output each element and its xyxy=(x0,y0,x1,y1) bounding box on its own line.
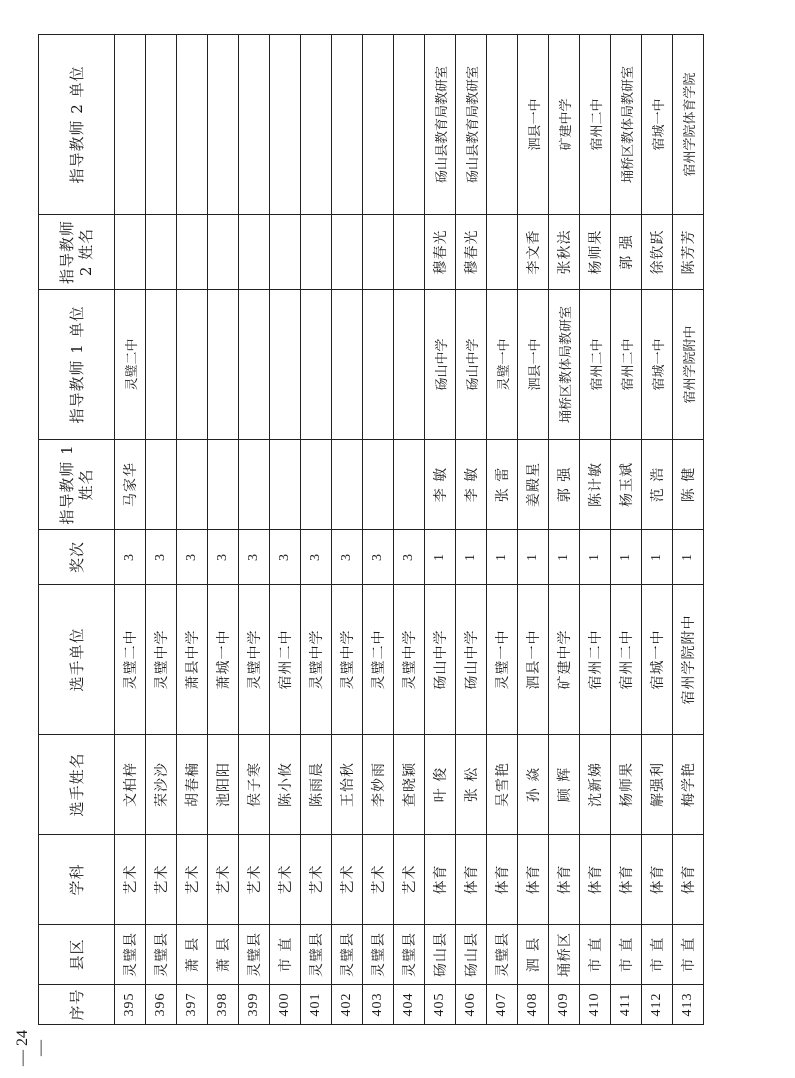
cell-teacher1-name xyxy=(146,440,177,530)
cell-county: 市 直 xyxy=(673,925,704,985)
cell-county: 萧 县 xyxy=(208,925,239,985)
cell-county: 灵璧县 xyxy=(239,925,270,985)
header-row xyxy=(39,35,115,1025)
cell-unit: 灵璧二中 xyxy=(115,585,146,735)
cell-teacher1-unit: 泗县一中 xyxy=(518,290,549,440)
table-row xyxy=(208,35,239,1025)
cell-award: 1 xyxy=(518,530,549,585)
cell-award: 1 xyxy=(456,530,487,585)
cell-teacher1-name: 张 雷 xyxy=(487,440,518,530)
cell-name: 杨师果 xyxy=(611,735,642,835)
cell-teacher2-name: 穆春光 xyxy=(456,215,487,290)
cell-name: 张 松 xyxy=(456,735,487,835)
cell-seq: 407 xyxy=(487,985,518,1025)
cell-seq: 411 xyxy=(611,985,642,1025)
table-row xyxy=(673,35,704,1025)
cell-teacher2-name: 徐钦跃 xyxy=(642,215,673,290)
cell-unit: 灵璧二中 xyxy=(363,585,394,735)
cell-subject: 体育 xyxy=(456,835,487,925)
cell-teacher2-unit xyxy=(301,35,332,215)
cell-subject: 艺术 xyxy=(115,835,146,925)
cell-teacher2-name xyxy=(394,215,425,290)
cell-award: 3 xyxy=(301,530,332,585)
cell-teacher1-unit xyxy=(332,290,363,440)
page-number-text: — 24 — xyxy=(14,1030,49,1066)
cell-teacher2-name: 陈芳芳 xyxy=(673,215,704,290)
cell-name: 孙 焱 xyxy=(518,735,549,835)
cell-name: 荣沙沙 xyxy=(146,735,177,835)
cell-teacher1-name: 郭 强 xyxy=(549,440,580,530)
cell-county: 萧 县 xyxy=(177,925,208,985)
cell-teacher1-name xyxy=(239,440,270,530)
cell-teacher1-name: 马家华 xyxy=(115,440,146,530)
cell-unit: 灵璧中学 xyxy=(332,585,363,735)
cell-teacher2-name: 张秋法 xyxy=(549,215,580,290)
cell-county: 灵璧县 xyxy=(332,925,363,985)
cell-teacher2-unit: 宿城一中 xyxy=(642,35,673,215)
cell-teacher1-name: 杨玉斌 xyxy=(611,440,642,530)
cell-teacher1-name: 陈 健 xyxy=(673,440,704,530)
cell-subject: 艺术 xyxy=(394,835,425,925)
cell-name: 查晓颖 xyxy=(394,735,425,835)
cell-seq: 413 xyxy=(673,985,704,1025)
cell-subject: 体育 xyxy=(580,835,611,925)
table-row xyxy=(270,35,301,1025)
cell-teacher1-name: 李 敏 xyxy=(456,440,487,530)
cell-seq: 398 xyxy=(208,985,239,1025)
cell-award: 3 xyxy=(239,530,270,585)
cell-unit: 砀山中学 xyxy=(456,585,487,735)
cell-teacher1-unit xyxy=(239,290,270,440)
cell-teacher2-name xyxy=(239,215,270,290)
cell-teacher1-unit xyxy=(146,290,177,440)
cell-unit: 宿州二中 xyxy=(580,585,611,735)
cell-teacher2-unit xyxy=(208,35,239,215)
cell-county: 灵璧县 xyxy=(363,925,394,985)
cell-county: 市 直 xyxy=(611,925,642,985)
cell-seq: 409 xyxy=(549,985,580,1025)
cell-unit: 宿州学院附中 xyxy=(673,585,704,735)
cell-name: 吴雪艳 xyxy=(487,735,518,835)
cell-teacher2-name xyxy=(363,215,394,290)
table-row xyxy=(611,35,642,1025)
cell-name: 胡春楠 xyxy=(177,735,208,835)
cell-county: 市 直 xyxy=(642,925,673,985)
cell-teacher2-name: 穆春光 xyxy=(425,215,456,290)
cell-teacher1-unit xyxy=(208,290,239,440)
cell-seq: 408 xyxy=(518,985,549,1025)
table-row xyxy=(394,35,425,1025)
rotated-table-container xyxy=(38,35,713,1025)
cell-teacher1-unit xyxy=(394,290,425,440)
cell-teacher1-name: 李 敏 xyxy=(425,440,456,530)
cell-county: 市 直 xyxy=(580,925,611,985)
header-teacher1-unit: 指导教师 1 单位 xyxy=(39,290,115,440)
cell-teacher1-unit: 宿州二中 xyxy=(611,290,642,440)
cell-teacher1-unit: 宿州学院附中 xyxy=(673,290,704,440)
cell-subject: 艺术 xyxy=(208,835,239,925)
cell-teacher2-name xyxy=(208,215,239,290)
cell-teacher1-unit: 灵璧二中 xyxy=(115,290,146,440)
cell-unit: 灵璧中学 xyxy=(301,585,332,735)
cell-seq: 395 xyxy=(115,985,146,1025)
table-row xyxy=(425,35,456,1025)
cell-teacher1-unit: 砀山中学 xyxy=(425,290,456,440)
cell-unit: 灵璧中学 xyxy=(394,585,425,735)
cell-teacher1-unit xyxy=(270,290,301,440)
cell-teacher1-name xyxy=(270,440,301,530)
cell-teacher2-unit xyxy=(146,35,177,215)
cell-name: 文柏梓 xyxy=(115,735,146,835)
cell-subject: 艺术 xyxy=(239,835,270,925)
cell-teacher2-name xyxy=(115,215,146,290)
cell-name: 池阳阳 xyxy=(208,735,239,835)
table-row xyxy=(146,35,177,1025)
cell-award: 1 xyxy=(549,530,580,585)
cell-name: 解强利 xyxy=(642,735,673,835)
cell-name: 沈新娣 xyxy=(580,735,611,835)
cell-unit: 灵璧中学 xyxy=(146,585,177,735)
cell-unit: 灵璧中学 xyxy=(239,585,270,735)
cell-teacher1-name: 姜殿星 xyxy=(518,440,549,530)
cell-subject: 艺术 xyxy=(146,835,177,925)
cell-award: 3 xyxy=(270,530,301,585)
cell-award: 1 xyxy=(580,530,611,585)
table-row xyxy=(332,35,363,1025)
cell-award: 1 xyxy=(642,530,673,585)
cell-award: 3 xyxy=(363,530,394,585)
cell-unit: 宿城一中 xyxy=(642,585,673,735)
cell-county: 灵璧县 xyxy=(301,925,332,985)
cell-county: 砀山县 xyxy=(456,925,487,985)
cell-teacher2-unit: 埇桥区教体局教研室 xyxy=(611,35,642,215)
cell-county: 砀山县 xyxy=(425,925,456,985)
cell-teacher2-unit xyxy=(363,35,394,215)
cell-teacher2-name: 杨师果 xyxy=(580,215,611,290)
cell-teacher1-unit: 灵璧一中 xyxy=(487,290,518,440)
table-body xyxy=(115,35,704,1025)
cell-subject: 艺术 xyxy=(332,835,363,925)
cell-subject: 艺术 xyxy=(363,835,394,925)
header-seq: 序号 xyxy=(39,985,115,1025)
cell-subject: 体育 xyxy=(549,835,580,925)
cell-county: 埇桥区 xyxy=(549,925,580,985)
cell-award: 3 xyxy=(394,530,425,585)
cell-teacher2-unit xyxy=(115,35,146,215)
header-subject: 学科 xyxy=(39,835,115,925)
cell-unit: 萧县中学 xyxy=(177,585,208,735)
cell-name: 李妙雨 xyxy=(363,735,394,835)
cell-seq: 404 xyxy=(394,985,425,1025)
cell-unit: 矿建中学 xyxy=(549,585,580,735)
cell-subject: 体育 xyxy=(518,835,549,925)
cell-teacher1-name: 陈计敏 xyxy=(580,440,611,530)
header-teacher2-unit: 指导教师 2 单位 xyxy=(39,35,115,215)
table-row xyxy=(239,35,270,1025)
cell-teacher2-name xyxy=(177,215,208,290)
table-row xyxy=(518,35,549,1025)
cell-award: 1 xyxy=(425,530,456,585)
cell-teacher2-unit xyxy=(332,35,363,215)
cell-teacher2-unit: 砀山县教育局教研室 xyxy=(425,35,456,215)
cell-teacher2-name xyxy=(301,215,332,290)
cell-teacher1-unit: 砀山中学 xyxy=(456,290,487,440)
cell-name: 梅学艳 xyxy=(673,735,704,835)
cell-award: 3 xyxy=(332,530,363,585)
cell-teacher2-unit xyxy=(177,35,208,215)
cell-teacher2-name: 郭 强 xyxy=(611,215,642,290)
cell-teacher1-unit xyxy=(301,290,332,440)
cell-award: 3 xyxy=(146,530,177,585)
cell-teacher1-unit xyxy=(177,290,208,440)
cell-teacher2-name: 李文香 xyxy=(518,215,549,290)
cell-teacher1-unit: 埇桥区教体局教研室 xyxy=(549,290,580,440)
cell-unit: 宿州二中 xyxy=(611,585,642,735)
cell-seq: 405 xyxy=(425,985,456,1025)
cell-subject: 体育 xyxy=(611,835,642,925)
cell-seq: 401 xyxy=(301,985,332,1025)
cell-name: 侯子寒 xyxy=(239,735,270,835)
cell-award: 1 xyxy=(673,530,704,585)
cell-teacher2-name xyxy=(332,215,363,290)
cell-teacher2-name xyxy=(487,215,518,290)
cell-teacher2-unit: 矿建中学 xyxy=(549,35,580,215)
cell-teacher1-name xyxy=(301,440,332,530)
cell-county: 灵璧县 xyxy=(146,925,177,985)
table-row xyxy=(363,35,394,1025)
cell-teacher1-name xyxy=(394,440,425,530)
cell-award: 3 xyxy=(115,530,146,585)
cell-subject: 体育 xyxy=(642,835,673,925)
cell-subject: 艺术 xyxy=(177,835,208,925)
table-row xyxy=(456,35,487,1025)
cell-teacher1-unit: 宿城一中 xyxy=(642,290,673,440)
cell-seq: 400 xyxy=(270,985,301,1025)
table-row xyxy=(115,35,146,1025)
cell-teacher1-name xyxy=(332,440,363,530)
cell-name: 陈小攸 xyxy=(270,735,301,835)
cell-unit: 泗县一中 xyxy=(518,585,549,735)
cell-teacher2-unit: 宿州二中 xyxy=(580,35,611,215)
cell-teacher2-name xyxy=(270,215,301,290)
cell-name: 顾 辉 xyxy=(549,735,580,835)
cell-teacher2-name xyxy=(146,215,177,290)
cell-seq: 402 xyxy=(332,985,363,1025)
cell-teacher2-unit xyxy=(239,35,270,215)
cell-subject: 体育 xyxy=(673,835,704,925)
cell-teacher2-unit xyxy=(487,35,518,215)
cell-subject: 体育 xyxy=(425,835,456,925)
table-row xyxy=(177,35,208,1025)
header-teacher2-name: 指导教师 2 姓名 xyxy=(39,215,115,290)
cell-seq: 396 xyxy=(146,985,177,1025)
table-row xyxy=(642,35,673,1025)
cell-seq: 399 xyxy=(239,985,270,1025)
cell-teacher2-unit xyxy=(270,35,301,215)
awards-table xyxy=(38,34,704,1025)
cell-unit: 宿州二中 xyxy=(270,585,301,735)
cell-county: 灵璧县 xyxy=(487,925,518,985)
cell-award: 3 xyxy=(208,530,239,585)
header-name: 选手姓名 xyxy=(39,735,115,835)
cell-unit: 砀山中学 xyxy=(425,585,456,735)
table-row xyxy=(301,35,332,1025)
cell-subject: 体育 xyxy=(487,835,518,925)
cell-seq: 410 xyxy=(580,985,611,1025)
cell-teacher1-unit: 宿州二中 xyxy=(580,290,611,440)
cell-seq: 406 xyxy=(456,985,487,1025)
cell-seq: 403 xyxy=(363,985,394,1025)
cell-name: 王怡秋 xyxy=(332,735,363,835)
header-award: 奖次 xyxy=(39,530,115,585)
header-teacher1-name: 指导教师 1 姓名 xyxy=(39,440,115,530)
cell-county: 市 直 xyxy=(270,925,301,985)
cell-teacher2-unit xyxy=(394,35,425,215)
header-unit: 选手单位 xyxy=(39,585,115,735)
cell-teacher2-unit: 宿州学院体育学院 xyxy=(673,35,704,215)
cell-seq: 412 xyxy=(642,985,673,1025)
header-county: 县区 xyxy=(39,925,115,985)
cell-name: 叶 俊 xyxy=(425,735,456,835)
cell-county: 泗 县 xyxy=(518,925,549,985)
cell-teacher2-unit: 泗县一中 xyxy=(518,35,549,215)
table-row xyxy=(487,35,518,1025)
cell-teacher1-name: 范 浩 xyxy=(642,440,673,530)
cell-seq: 397 xyxy=(177,985,208,1025)
cell-subject: 艺术 xyxy=(301,835,332,925)
table-row xyxy=(549,35,580,1025)
cell-award: 1 xyxy=(487,530,518,585)
cell-teacher1-name xyxy=(363,440,394,530)
cell-county: 灵璧县 xyxy=(115,925,146,985)
cell-teacher2-unit: 砀山县教育局教研室 xyxy=(456,35,487,215)
cell-award: 3 xyxy=(177,530,208,585)
cell-unit: 灵璧一中 xyxy=(487,585,518,735)
cell-award: 1 xyxy=(611,530,642,585)
cell-teacher1-name xyxy=(208,440,239,530)
cell-subject: 艺术 xyxy=(270,835,301,925)
cell-teacher1-unit xyxy=(363,290,394,440)
page-number xyxy=(14,1028,49,1068)
cell-teacher1-name xyxy=(177,440,208,530)
cell-county: 灵璧县 xyxy=(394,925,425,985)
table-row xyxy=(580,35,611,1025)
cell-name: 陈雨晨 xyxy=(301,735,332,835)
cell-unit: 萧城一中 xyxy=(208,585,239,735)
